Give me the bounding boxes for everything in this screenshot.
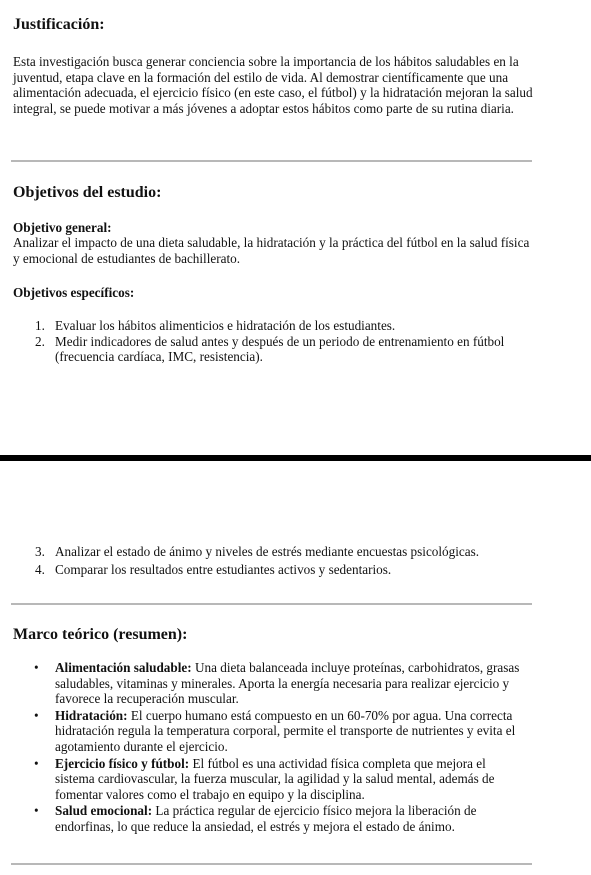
list-item-text: Analizar el estado de ánimo y niveles de estrés mediante encuestas psicológicas. (55, 544, 480, 559)
specific-objectives-list-b (13, 544, 535, 577)
bullet: • (34, 660, 39, 675)
list-item-text: Evaluar los hábitos alimenticios e hidratación de los estudiantes. (55, 318, 396, 333)
specific-objectives-label: Objetivos específicos: (13, 285, 135, 300)
page-break-bar (0, 455, 591, 461)
term: Ejercicio físico y fútbol: (55, 755, 190, 771)
term: Alimentación saludable: (55, 660, 192, 675)
justification-body: Esta investigación busca generar conciencia sobre la importancia de los hábitos saludables en la juventud, etapa clave en la formación del estilo de vida. Al demostrar científicamente que una alimentación adecuada, el ejercicio físico (en este caso, el fútbol) y la hidratación mejoran la salud integral, se puede motivar a más jóvenes a adoptar estos hábitos como parte de su rutina diaria. (13, 54, 533, 116)
objectives-heading: Objetivos del estudio: (13, 184, 162, 201)
list-number: 3. (35, 544, 45, 559)
list-number: 1. (35, 318, 45, 333)
bullet: • (34, 803, 39, 819)
list-item (13, 318, 535, 334)
term-text: Una dieta balanceada incluye proteínas, carbohidratos, grasas saludables, vitaminas y minerales. Aporta la energía necesaria para realizar ejercicio y favorece la recuperación muscular. (55, 660, 520, 707)
list-item (13, 334, 535, 365)
list-number: 2. (35, 333, 45, 349)
framework-list (0, 660, 527, 835)
term: Hidratación: (55, 707, 128, 723)
list-item (13, 544, 535, 560)
term-text: El fútbol es una actividad física completa que mejora el sistema cardiovascular, la fuerza muscular, la agilidad y la salud mental, además de fomentar valores como el trabajo en equipo y la disciplina. (55, 755, 495, 802)
list-item (0, 708, 527, 755)
justification-heading: Justificación: (13, 16, 105, 33)
term-text: La práctica regular de ejercicio físico mejora la liberación de endorfinas, lo que reduce la ansiedad, el estrés y mejora el estado de ánimo. (55, 803, 477, 834)
list-number: 4. (35, 561, 45, 577)
bullet: • (34, 755, 39, 771)
framework-heading: Marco teórico (resumen): (13, 626, 188, 643)
term: Salud emocional: (55, 803, 153, 819)
general-objective-text: Analizar el impacto de una dieta saludable, la hidratación y la práctica del fútbol en la salud física y emocional de estudiantes de bachillerato. (13, 235, 530, 266)
divider (11, 863, 532, 865)
list-item (0, 803, 527, 834)
list-item-text: Medir indicadores de salud antes y después de un periodo de entrenamiento en fútbol (frecuencia cardíaca, IMC, resistencia). (55, 333, 505, 365)
bullet: • (34, 707, 39, 723)
divider (11, 160, 532, 162)
term-text: El cuerpo humano está compuesto en un 60-70% por agua. Una correcta hidratación regula la temperatura corporal, permite el transporte de nutrientes y evita el agotamiento durante el ejercicio. (55, 707, 516, 754)
list-item (0, 660, 527, 707)
general-objective-label: Objetivo general: (13, 220, 112, 235)
list-item (13, 562, 535, 578)
list-item (0, 756, 527, 803)
specific-objectives-list-a (13, 318, 535, 365)
list-item-text: Comparar los resultados entre estudiantes activos y sedentarios. (55, 561, 392, 577)
divider (11, 603, 532, 605)
